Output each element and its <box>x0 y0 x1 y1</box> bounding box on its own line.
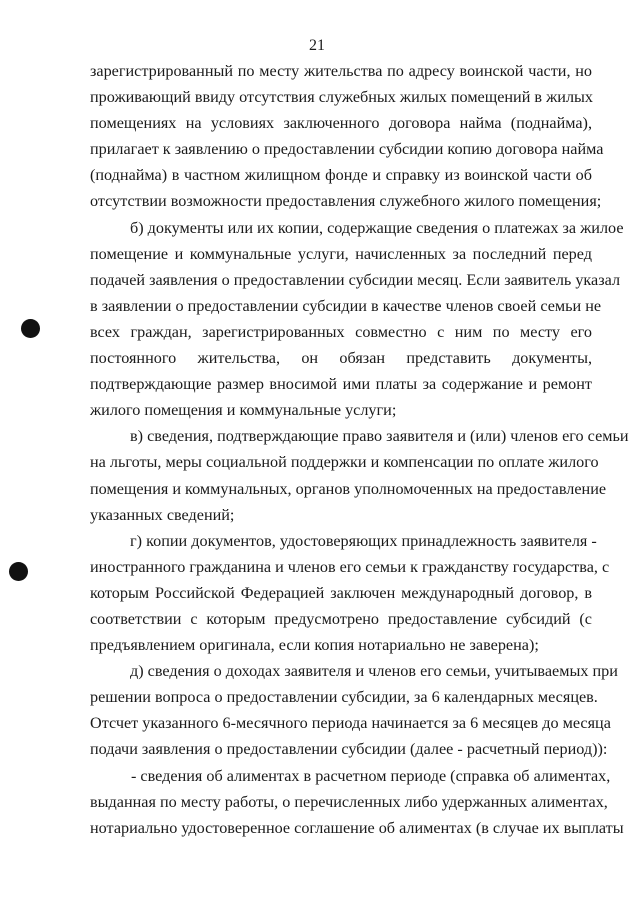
paragraph-d <box>90 658 618 762</box>
paragraph-dash-alimony <box>90 763 624 841</box>
text-line: г) копии документов, удостоверяющих принадлежность заявителя - <box>130 531 597 550</box>
text-line: указанных сведений; <box>90 505 235 524</box>
text-line: подтверждающие размер вносимой ими платы за содержание и ремонт <box>90 375 592 394</box>
paragraph-continuation <box>90 58 604 215</box>
text-line: предъявлением оригинала, если копия нотариально не заверена); <box>90 636 539 655</box>
text-line: нотариально удостоверенное соглашение об алиментах (в случае их выплаты <box>90 818 624 837</box>
text-line: - сведения об алиментах в расчетном периоде (справка об алиментах, <box>131 766 611 785</box>
text-line: подачи заявления о предоставлении субсидии (далее - расчетный период)): <box>90 740 608 759</box>
text-line: которым Российской Федерацией заключен международный договор, в <box>90 583 592 602</box>
text-line: выданная по месту работы, о перечисленных либо удержанных алиментах, <box>90 792 608 811</box>
paragraph-b <box>90 215 624 424</box>
text-line: иностранного гражданина и членов его семьи к гражданству государства, с <box>90 557 610 576</box>
binder-hole-top <box>21 319 40 338</box>
text-line: (поднайма) в частном жилищном фонде и справку из воинской части об <box>90 166 592 185</box>
text-line: прилагает к заявлению о предоставлении субсидии копию договора найма <box>90 140 604 159</box>
text-line: в заявлении о предоставлении субсидии в качестве членов своей семьи не <box>90 296 602 315</box>
paragraph-v <box>90 423 629 527</box>
text-line: помещения и коммунальных, органов уполномоченных на предоставление <box>90 479 607 498</box>
text-line: д) сведения о доходах заявителя и членов его семьи, учитываемых при <box>130 662 618 681</box>
text-line: на льготы, меры социальной поддержки и компенсации по оплате жилого <box>90 453 599 472</box>
paragraph-g <box>90 528 610 658</box>
text-line: отсутствии возможности предоставления служебного жилого помещения; <box>90 192 602 211</box>
text-line: подачей заявления о предоставлении субсидии месяц. Если заявитель указал <box>90 270 621 289</box>
text-line: помещениях на условиях заключенного договора найма (поднайма), <box>90 114 592 133</box>
page-number: 21 <box>309 37 325 54</box>
text-line: жилого помещения и коммунальные услуги; <box>90 401 397 420</box>
document-body <box>90 58 629 841</box>
binder-hole-bottom <box>9 562 28 581</box>
text-line: Отсчет указанного 6-месячного периода начинается за 6 месяцев до месяца <box>90 714 611 733</box>
text-line: проживающий ввиду отсутствия служебных жилых помещений в жилых <box>90 88 594 107</box>
text-line: в) сведения, подтверждающие право заявителя и (или) членов его семьи <box>130 427 629 446</box>
text-line: решении вопроса о предоставлении субсидии, за 6 календарных месяцев. <box>90 688 598 707</box>
text-line: всех граждан, зарегистрированных совместно с ним по месту его <box>90 322 592 341</box>
text-line: б) документы или их копии, содержащие сведения о платежах за жилое <box>130 218 624 237</box>
text-line: постоянного жительства, он обязан представить документы, <box>90 349 592 368</box>
text-line: зарегистрированный по месту жительства по адресу воинской части, но <box>90 62 592 80</box>
text-line: соответствии с которым предусмотрено предоставление субсидий (с <box>90 609 592 628</box>
text-line: помещение и коммунальные услуги, начисленных за последний перед <box>90 244 592 263</box>
